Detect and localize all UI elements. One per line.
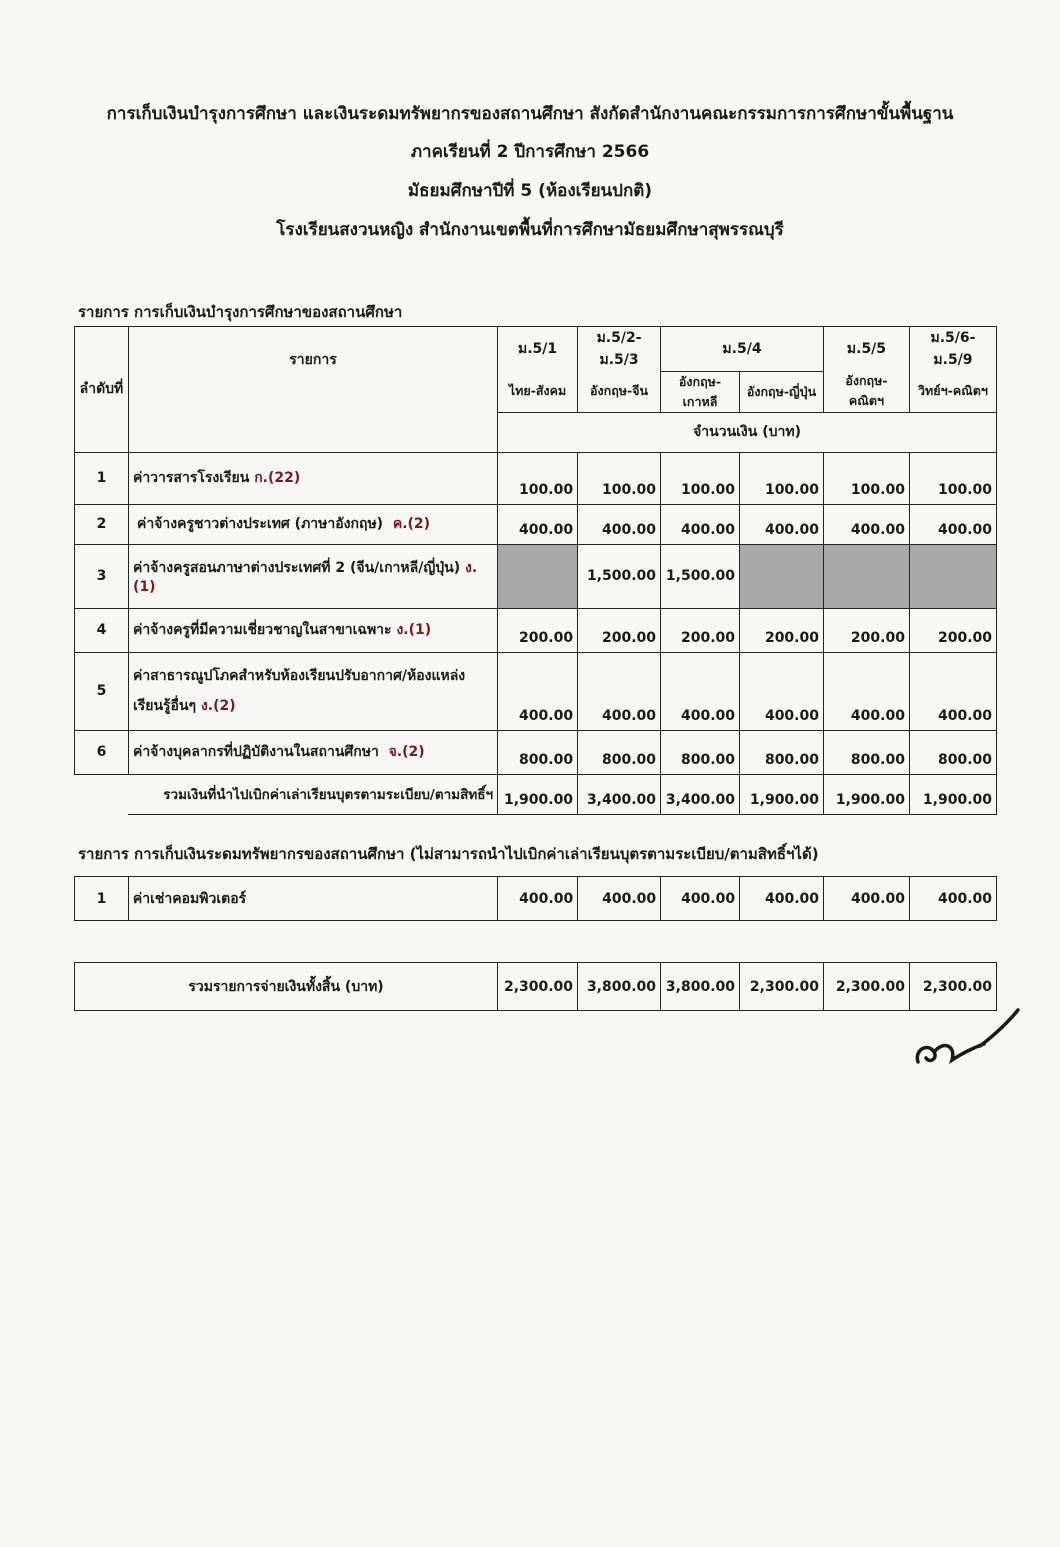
- grand-total-cell: 2,300.00: [824, 963, 910, 1011]
- amount-cell-shaded: [740, 544, 824, 608]
- amount-cell: 400.00: [909, 877, 996, 921]
- amount-cell: 400.00: [823, 652, 909, 730]
- row-number: 4: [75, 608, 129, 652]
- amount-cell-shaded: [823, 544, 909, 608]
- amount-cell: 400.00: [498, 652, 578, 730]
- row-number: 2: [75, 504, 129, 544]
- program-header: วิทย์ฯ-คณิตฯ: [909, 371, 996, 412]
- total-row: [75, 774, 997, 814]
- section1-heading: รายการ การเก็บเงินบำรุงการศึกษาของสถานศึกษา: [78, 303, 403, 321]
- col-header-item: รายการ: [128, 327, 497, 453]
- total-cell: 3,400.00: [578, 774, 661, 814]
- amount-cell: 100.00: [909, 452, 996, 504]
- regulation-ref: จ.(2): [388, 744, 425, 760]
- regulation-ref: ง.(1): [132, 560, 478, 595]
- grand-total-cell: 3,800.00: [661, 963, 740, 1011]
- amount-cell: 800.00: [661, 730, 740, 774]
- doc-title-line4: โรงเรียนสงวนหญิง สำนักงานเขตพื้นที่การศึกษามัธยมศึกษาสุพรรณบุรี: [276, 220, 784, 240]
- row-item: ค่าจ้างครูสอนภาษาต่างประเทศที่ 2 (จีน/เกาหลี/ญี่ปุ่น) ง.(1): [128, 544, 497, 608]
- col-header-no: ลำดับที่: [75, 327, 129, 453]
- amount-cell: 200.00: [578, 608, 661, 652]
- grand-total-cell: 2,300.00: [740, 963, 824, 1011]
- row-number: 1: [75, 452, 129, 504]
- amount-cell-shaded: [498, 544, 578, 608]
- row-item: ค่าจ้างครูชาวต่างประเทศ (ภาษาอังกฤษ) ค.(2): [128, 504, 497, 544]
- row-item: ค่าเช่าคอมพิวเตอร์: [128, 877, 497, 921]
- amount-cell: 100.00: [823, 452, 909, 504]
- group-header: ม.5/5: [823, 327, 909, 372]
- row-number: 3: [75, 544, 129, 608]
- grand-total-table: [74, 962, 997, 1011]
- amount-cell: 400.00: [740, 504, 824, 544]
- amount-cell: 400.00: [498, 504, 578, 544]
- group-header: ม.5/2-ม.5/3: [578, 327, 661, 372]
- regulation-ref: ก.(22): [254, 470, 301, 486]
- amount-cell: 1,500.00: [661, 544, 740, 608]
- amount-cell: 400.00: [909, 652, 996, 730]
- amount-cell: 400.00: [824, 877, 910, 921]
- table-row: [75, 452, 997, 504]
- amount-cell: 400.00: [740, 652, 824, 730]
- group-header: ม.5/4: [661, 327, 824, 372]
- row-number: 6: [75, 730, 129, 774]
- row-item: ค่าจ้างบุคลากรที่ปฏิบัติงานในสถานศึกษา จ.(2): [128, 730, 497, 774]
- amount-cell: 200.00: [661, 608, 740, 652]
- grand-total-cell: 2,300.00: [498, 963, 578, 1011]
- amount-cell: 100.00: [740, 452, 824, 504]
- amount-cell: 400.00: [578, 877, 661, 921]
- doc-title-line3: มัธยมศึกษาปีที่ 5 (ห้องเรียนปกติ): [407, 181, 653, 201]
- handwritten-page-number: [912, 1000, 1022, 1080]
- regulation-ref: ง.(2): [200, 698, 236, 714]
- total-cell: 3,400.00: [661, 774, 740, 814]
- row-item: ค่าจ้างครูที่มีความเชี่ยวชาญในสาขาเฉพาะ ง.(1): [128, 608, 497, 652]
- table-row: [75, 544, 997, 608]
- amount-cell: 400.00: [909, 504, 996, 544]
- row-item: ค่าสาธารณูปโภคสำหรับห้องเรียนปรับอากาศ/ห้องแหล่ง เรียนรู้อื่นๆ ง.(2): [128, 652, 497, 730]
- table-row: [75, 652, 997, 730]
- doc-title-line1: การเก็บเงินบำรุงการศึกษา และเงินระดมทรัพยากรของสถานศึกษา สังกัดสำนักงานคณะกรรมการการศึกษาขั้นพื้นฐาน: [106, 104, 954, 124]
- amount-cell: 400.00: [661, 504, 740, 544]
- amount-header: จำนวนเงิน (บาท): [498, 412, 997, 452]
- program-header: อังกฤษ-คณิตฯ: [823, 371, 909, 412]
- amount-cell: 100.00: [498, 452, 578, 504]
- grand-total-cell: 3,800.00: [578, 963, 661, 1011]
- amount-cell: 800.00: [823, 730, 909, 774]
- doc-title-line2: ภาคเรียนที่ 2 ปีการศึกษา 2566: [410, 142, 650, 162]
- amount-cell: 800.00: [909, 730, 996, 774]
- amount-cell: 800.00: [740, 730, 824, 774]
- total-cell: 1,900.00: [823, 774, 909, 814]
- total-cell: 1,900.00: [498, 774, 578, 814]
- program-header: อังกฤษ-จีน: [578, 371, 661, 412]
- program-header: อังกฤษ-ญี่ปุ่น: [740, 371, 824, 412]
- amount-cell-shaded: [909, 544, 996, 608]
- amount-cell: 200.00: [909, 608, 996, 652]
- group-header: ม.5/1: [498, 327, 578, 372]
- amount-cell: 400.00: [661, 877, 740, 921]
- row-item: ค่าวารสารโรงเรียน ก.(22): [128, 452, 497, 504]
- amount-cell: 800.00: [578, 730, 661, 774]
- row-number: 1: [75, 877, 129, 921]
- resource-table: [74, 876, 997, 921]
- amount-cell: 200.00: [498, 608, 578, 652]
- program-header: ไทย-สังคม: [498, 371, 578, 412]
- total-cell: 1,900.00: [909, 774, 996, 814]
- amount-cell: 800.00: [498, 730, 578, 774]
- amount-cell: 1,500.00: [578, 544, 661, 608]
- amount-cell: 400.00: [498, 877, 578, 921]
- table-row: [75, 877, 997, 921]
- grand-total-cell: 2,300.00: [909, 963, 996, 1011]
- amount-cell: 400.00: [823, 504, 909, 544]
- program-header: อังกฤษ-เกาหลี: [661, 371, 740, 412]
- grand-total-label: รวมรายการจ่ายเงินทั้งสิ้น (บาท): [75, 963, 498, 1011]
- total-cell: 1,900.00: [740, 774, 824, 814]
- amount-cell: 400.00: [740, 877, 824, 921]
- table-row: [75, 730, 997, 774]
- group-header: ม.5/6-ม.5/9: [909, 327, 996, 372]
- section2-heading: รายการ การเก็บเงินระดมทรัพยากรของสถานศึกษา (ไม่สามารถนำไปเบิกค่าเล่าเรียนบุตรตามระเบียบ/ตามสิทธิ์ฯได้): [78, 845, 819, 863]
- amount-cell: 100.00: [661, 452, 740, 504]
- table-row: [75, 504, 997, 544]
- amount-cell: 100.00: [578, 452, 661, 504]
- regulation-ref: ง.(1): [396, 622, 432, 638]
- regulation-ref: ค.(2): [392, 516, 431, 532]
- amount-cell: 200.00: [823, 608, 909, 652]
- table-row: [75, 608, 997, 652]
- grand-total-row: [75, 963, 997, 1011]
- fee-table: [74, 326, 997, 815]
- amount-cell: 400.00: [578, 652, 661, 730]
- amount-cell: 200.00: [740, 608, 824, 652]
- row-number: 5: [75, 652, 129, 730]
- total-label: รวมเงินที่นำไปเบิกค่าเล่าเรียนบุตรตามระเบียบ/ตามสิทธิ์ฯ: [128, 774, 497, 814]
- amount-cell: 400.00: [661, 652, 740, 730]
- amount-cell: 400.00: [578, 504, 661, 544]
